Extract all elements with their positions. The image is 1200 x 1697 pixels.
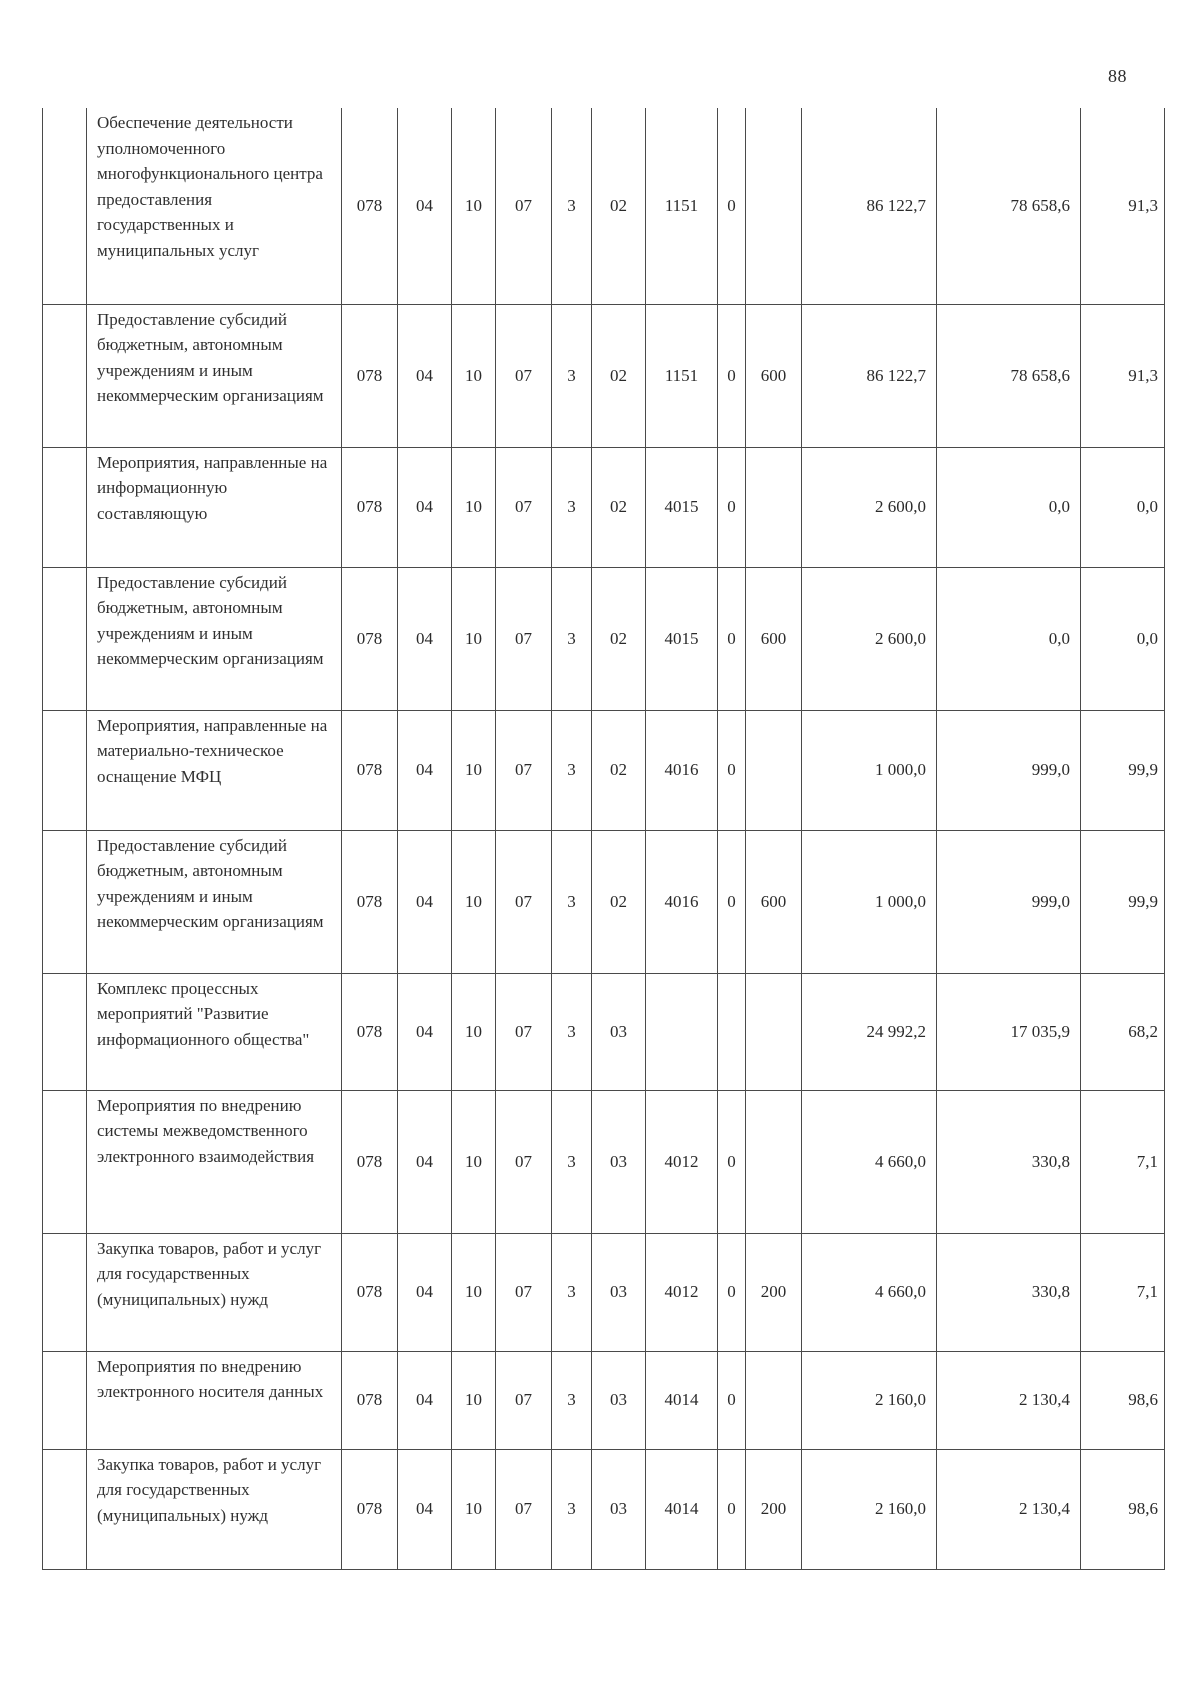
percent-executed: 7,1 — [1081, 1090, 1165, 1233]
code-subprogram: 02 — [592, 567, 646, 710]
code-subsection: 10 — [452, 1090, 496, 1233]
code-direction — [646, 973, 718, 1090]
row-name: Обеспечение деятельности уполномоченного многофункционального центра предоставления государственных и муниципальных услуг — [87, 108, 342, 304]
code-section: 04 — [398, 304, 452, 447]
table-row — [43, 830, 1165, 973]
code-section: 04 — [398, 1351, 452, 1449]
row-name: Предоставление субсидий бюджетным, автономным учреждениям и иным некоммерческим организациям — [87, 304, 342, 447]
row-name: Мероприятия по внедрению электронного носителя данных — [87, 1351, 342, 1449]
table-row — [43, 973, 1165, 1090]
code-section: 04 — [398, 108, 452, 304]
code-program: 07 — [496, 710, 552, 830]
code-subprogram: 02 — [592, 304, 646, 447]
table-row — [43, 108, 1165, 304]
code-direction-part: 0 — [718, 830, 746, 973]
table-row — [43, 1090, 1165, 1233]
row-margin-cell — [43, 447, 87, 567]
code-section: 04 — [398, 1090, 452, 1233]
amount-planned: 4 660,0 — [802, 1233, 937, 1351]
budget-table — [42, 108, 1165, 1570]
code-expense-type — [746, 447, 802, 567]
row-name: Мероприятия, направленные на информационную составляющую — [87, 447, 342, 567]
row-name: Мероприятия по внедрению системы межведомственного электронного взаимодействия — [87, 1090, 342, 1233]
code-subsection: 10 — [452, 1351, 496, 1449]
code-section: 04 — [398, 710, 452, 830]
amount-planned: 86 122,7 — [802, 108, 937, 304]
row-margin-cell — [43, 567, 87, 710]
row-name: Предоставление субсидий бюджетным, автономным учреждениям и иным некоммерческим организациям — [87, 567, 342, 710]
code-program-type: 3 — [552, 304, 592, 447]
code-program: 07 — [496, 1090, 552, 1233]
code-direction: 4012 — [646, 1233, 718, 1351]
code-direction-part: 0 — [718, 1449, 746, 1569]
row-name: Комплекс процессных мероприятий "Развитие информационного общества" — [87, 973, 342, 1090]
table-row — [43, 567, 1165, 710]
code-direction-part: 0 — [718, 1090, 746, 1233]
percent-executed: 0,0 — [1081, 447, 1165, 567]
row-name: Закупка товаров, работ и услуг для государственных (муниципальных) нужд — [87, 1233, 342, 1351]
code-expense-type — [746, 973, 802, 1090]
code-direction: 4015 — [646, 447, 718, 567]
amount-planned: 2 600,0 — [802, 567, 937, 710]
code-subsection: 10 — [452, 710, 496, 830]
code-admin: 078 — [342, 1449, 398, 1569]
code-expense-type: 600 — [746, 304, 802, 447]
code-subprogram: 02 — [592, 830, 646, 973]
code-expense-type — [746, 710, 802, 830]
code-admin: 078 — [342, 567, 398, 710]
code-program-type: 3 — [552, 1449, 592, 1569]
code-direction-part: 0 — [718, 304, 746, 447]
amount-planned: 2 600,0 — [802, 447, 937, 567]
code-expense-type — [746, 1090, 802, 1233]
code-section: 04 — [398, 1449, 452, 1569]
code-program-type: 3 — [552, 1351, 592, 1449]
amount-planned: 4 660,0 — [802, 1090, 937, 1233]
code-subsection: 10 — [452, 567, 496, 710]
amount-executed: 330,8 — [937, 1233, 1081, 1351]
code-expense-type: 600 — [746, 830, 802, 973]
code-program: 07 — [496, 1351, 552, 1449]
code-section: 04 — [398, 830, 452, 973]
row-margin-cell — [43, 1449, 87, 1569]
code-program: 07 — [496, 1233, 552, 1351]
page-number: 88 — [1108, 66, 1127, 86]
code-program-type: 3 — [552, 1090, 592, 1233]
code-program-type: 3 — [552, 1233, 592, 1351]
code-expense-type: 600 — [746, 567, 802, 710]
table-row — [43, 1351, 1165, 1449]
code-direction: 4014 — [646, 1449, 718, 1569]
amount-executed: 999,0 — [937, 830, 1081, 973]
amount-executed: 78 658,6 — [937, 304, 1081, 447]
percent-executed: 0,0 — [1081, 567, 1165, 710]
code-subprogram: 03 — [592, 1090, 646, 1233]
percent-executed: 99,9 — [1081, 710, 1165, 830]
code-program-type: 3 — [552, 567, 592, 710]
amount-planned: 1 000,0 — [802, 830, 937, 973]
code-direction: 4012 — [646, 1090, 718, 1233]
code-expense-type: 200 — [746, 1233, 802, 1351]
amount-executed: 0,0 — [937, 567, 1081, 710]
row-margin-cell — [43, 1233, 87, 1351]
row-margin-cell — [43, 1351, 87, 1449]
code-program: 07 — [496, 830, 552, 973]
code-direction-part: 0 — [718, 567, 746, 710]
percent-executed: 99,9 — [1081, 830, 1165, 973]
code-subsection: 10 — [452, 1449, 496, 1569]
row-name: Закупка товаров, работ и услуг для государственных (муниципальных) нужд — [87, 1449, 342, 1569]
amount-executed: 2 130,4 — [937, 1351, 1081, 1449]
code-subsection: 10 — [452, 304, 496, 447]
code-section: 04 — [398, 973, 452, 1090]
table-row — [43, 710, 1165, 830]
percent-executed: 7,1 — [1081, 1233, 1165, 1351]
row-margin-cell — [43, 973, 87, 1090]
code-section: 04 — [398, 567, 452, 710]
code-subprogram: 02 — [592, 108, 646, 304]
table-row — [43, 1449, 1165, 1569]
code-direction-part — [718, 973, 746, 1090]
code-admin: 078 — [342, 1090, 398, 1233]
code-program: 07 — [496, 1449, 552, 1569]
code-direction: 4016 — [646, 710, 718, 830]
code-direction: 4015 — [646, 567, 718, 710]
percent-executed: 68,2 — [1081, 973, 1165, 1090]
percent-executed: 91,3 — [1081, 304, 1165, 447]
code-subsection: 10 — [452, 447, 496, 567]
code-admin: 078 — [342, 447, 398, 567]
code-direction: 1151 — [646, 108, 718, 304]
code-direction-part: 0 — [718, 1233, 746, 1351]
table-row — [43, 447, 1165, 567]
row-margin-cell — [43, 304, 87, 447]
amount-executed: 2 130,4 — [937, 1449, 1081, 1569]
code-direction-part: 0 — [718, 447, 746, 567]
code-admin: 078 — [342, 830, 398, 973]
code-direction: 4016 — [646, 830, 718, 973]
code-subprogram: 03 — [592, 1351, 646, 1449]
code-direction-part: 0 — [718, 710, 746, 830]
code-admin: 078 — [342, 1233, 398, 1351]
amount-planned: 24 992,2 — [802, 973, 937, 1090]
code-subprogram: 02 — [592, 710, 646, 830]
code-subprogram: 03 — [592, 1449, 646, 1569]
code-subprogram: 02 — [592, 447, 646, 567]
code-admin: 078 — [342, 710, 398, 830]
percent-executed: 91,3 — [1081, 108, 1165, 304]
code-program: 07 — [496, 973, 552, 1090]
code-admin: 078 — [342, 304, 398, 447]
code-section: 04 — [398, 447, 452, 567]
row-margin-cell — [43, 830, 87, 973]
code-program: 07 — [496, 108, 552, 304]
code-program-type: 3 — [552, 830, 592, 973]
amount-planned: 2 160,0 — [802, 1449, 937, 1569]
code-admin: 078 — [342, 108, 398, 304]
code-program-type: 3 — [552, 447, 592, 567]
row-name: Мероприятия, направленные на материально-техническое оснащение МФЦ — [87, 710, 342, 830]
row-margin-cell — [43, 1090, 87, 1233]
code-subprogram: 03 — [592, 973, 646, 1090]
row-name: Предоставление субсидий бюджетным, автономным учреждениям и иным некоммерческим организациям — [87, 830, 342, 973]
percent-executed: 98,6 — [1081, 1351, 1165, 1449]
amount-planned: 1 000,0 — [802, 710, 937, 830]
code-program: 07 — [496, 567, 552, 710]
percent-executed: 98,6 — [1081, 1449, 1165, 1569]
budget-table-body — [43, 108, 1165, 1569]
code-program: 07 — [496, 304, 552, 447]
code-admin: 078 — [342, 1351, 398, 1449]
code-direction: 4014 — [646, 1351, 718, 1449]
code-program-type: 3 — [552, 973, 592, 1090]
code-expense-type: 200 — [746, 1449, 802, 1569]
amount-executed: 999,0 — [937, 710, 1081, 830]
table-row — [43, 1233, 1165, 1351]
code-admin: 078 — [342, 973, 398, 1090]
code-direction-part: 0 — [718, 1351, 746, 1449]
table-row — [43, 304, 1165, 447]
amount-executed: 17 035,9 — [937, 973, 1081, 1090]
code-section: 04 — [398, 1233, 452, 1351]
code-program: 07 — [496, 447, 552, 567]
code-expense-type — [746, 1351, 802, 1449]
code-subprogram: 03 — [592, 1233, 646, 1351]
code-subsection: 10 — [452, 973, 496, 1090]
amount-executed: 330,8 — [937, 1090, 1081, 1233]
code-subsection: 10 — [452, 108, 496, 304]
amount-planned: 2 160,0 — [802, 1351, 937, 1449]
code-direction-part: 0 — [718, 108, 746, 304]
code-expense-type — [746, 108, 802, 304]
row-margin-cell — [43, 108, 87, 304]
amount-executed: 0,0 — [937, 447, 1081, 567]
code-subsection: 10 — [452, 830, 496, 973]
amount-executed: 78 658,6 — [937, 108, 1081, 304]
code-direction: 1151 — [646, 304, 718, 447]
code-subsection: 10 — [452, 1233, 496, 1351]
row-margin-cell — [43, 710, 87, 830]
code-program-type: 3 — [552, 710, 592, 830]
code-program-type: 3 — [552, 108, 592, 304]
amount-planned: 86 122,7 — [802, 304, 937, 447]
